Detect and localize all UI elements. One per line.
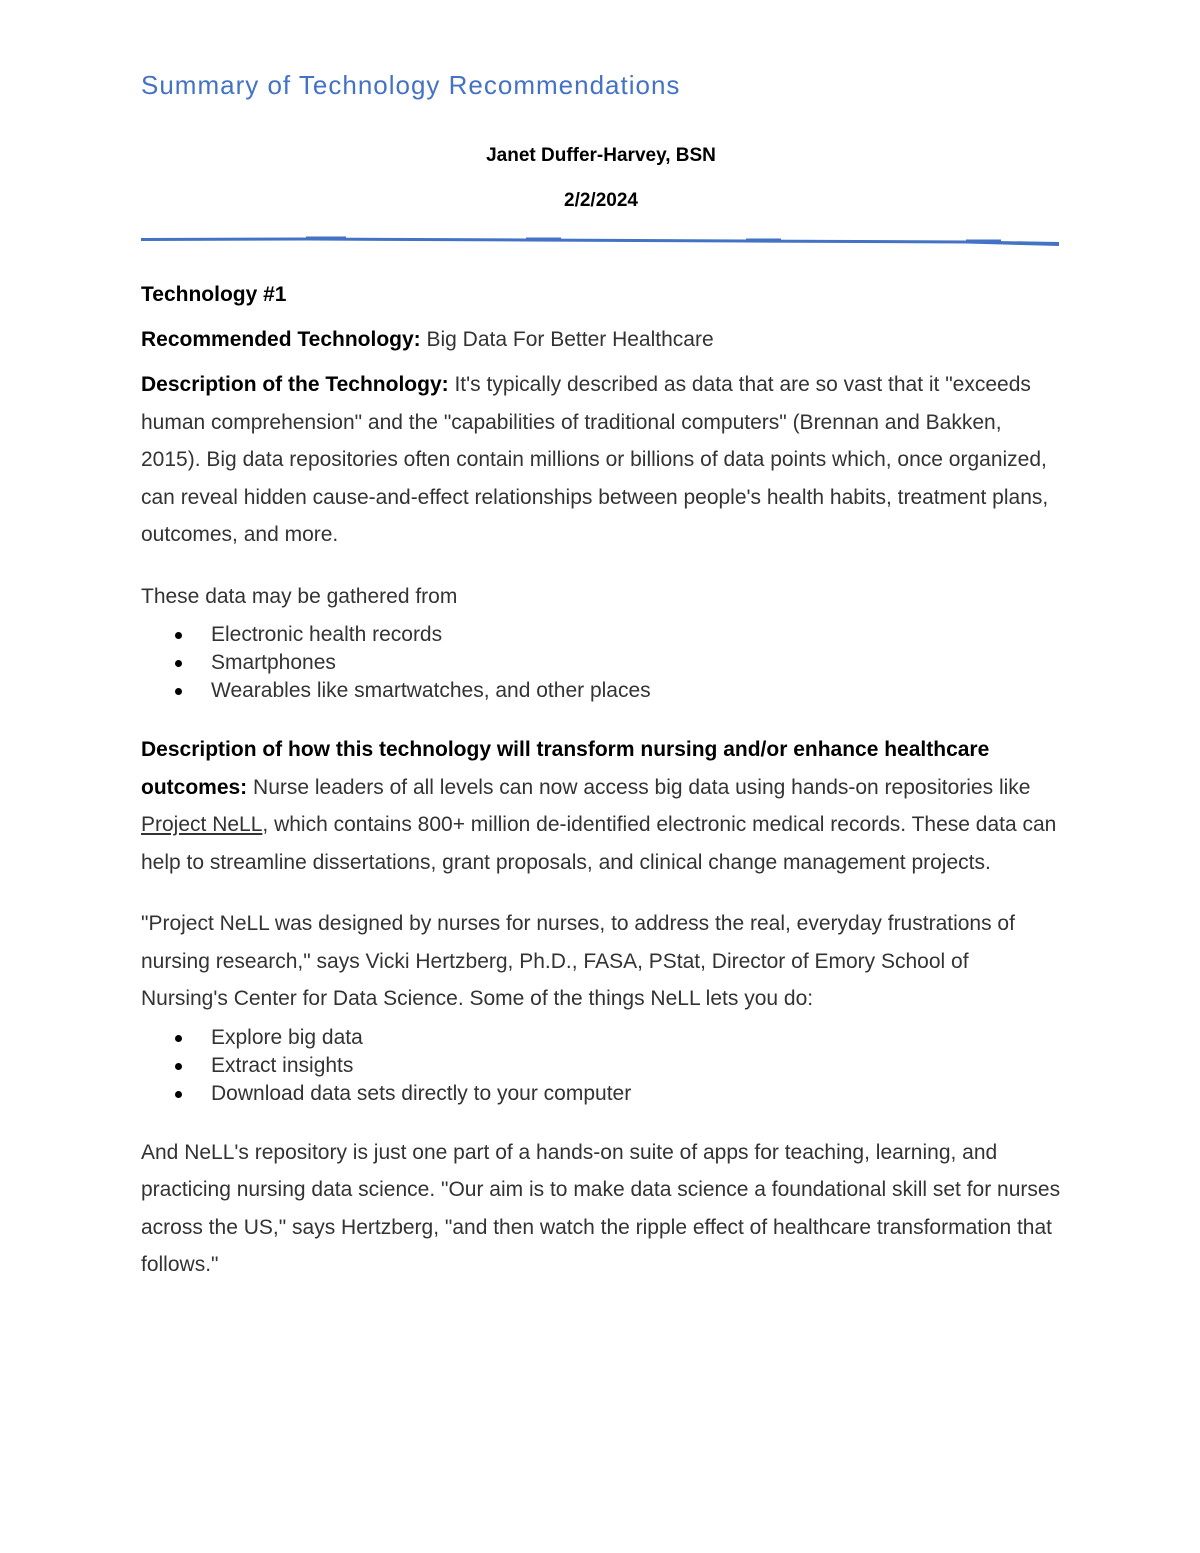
- transform-label: Description of how this technology will transform nursing and/or enhance healthcare outcomes:: [141, 738, 990, 799]
- list-item: Wearables like smartwatches, and other places: [141, 677, 1061, 705]
- document-body: [141, 276, 1061, 1284]
- closing-paragraph: And NeLL's repository is just one part of a hands-on suite of apps for teaching, learning, and practicing nursing data science. "Our aim is to make data science a foundational skill set for nurses across the US," says Hertzberg, "and then watch the ripple effect of healthcare transformation that follows.": [141, 1140, 1061, 1276]
- technology-heading: Technology #1: [141, 283, 287, 306]
- transform-text-continued: , which contains 800+ million de-identified electronic medical records. These data can help to streamline dissertations, grant proposals, and clinical change management projects.: [141, 813, 1057, 874]
- transform-text: Nurse leaders of all levels can now access big data using hands-on repositories like: [253, 775, 1031, 799]
- title-divider: [141, 232, 1061, 252]
- technology-description: [141, 366, 1061, 554]
- data-sources-list: [141, 621, 1061, 705]
- list-item: Electronic health records: [141, 621, 1061, 649]
- quote-paragraph: "Project NeLL was designed by nurses for nurses, to address the real, everyday frustrations of nursing research," says Vicki Hertzberg, Ph.D., FASA, PStat, Director of Emory School of Nursing's Center for Data Science. Some of the things NeLL lets you do:: [141, 912, 1015, 1010]
- gathered-intro: These data may be gathered from: [141, 584, 458, 608]
- nell-features-list: [141, 1024, 1061, 1108]
- description-text: It's typically described as data that are so vast that it "exceeds human comprehension" and the "capabilities of traditional computers" (Brennan and Bakken, 2015). Big data repositories often contain millions or billions of data points which, once organized, can reveal hidden cause-and-effect relationships between people's health habits, treatment plans, outcomes, and more.: [141, 373, 1049, 546]
- recommended-technology: [141, 321, 1061, 359]
- transform-description: [141, 731, 1061, 881]
- list-item: Download data sets directly to your computer: [141, 1080, 1061, 1108]
- document-title: Summary of Technology Recommendations: [141, 70, 681, 100]
- list-item: Extract insights: [141, 1052, 1061, 1080]
- author-name: Janet Duffer-Harvey, BSN: [486, 145, 716, 166]
- project-nell-link[interactable]: Project NeLL: [141, 813, 263, 836]
- recommended-label: Recommended Technology:: [141, 327, 421, 351]
- description-label: Description of the Technology:: [141, 373, 449, 396]
- list-item: Explore big data: [141, 1024, 1061, 1052]
- list-item: Smartphones: [141, 649, 1061, 677]
- document-date: 2/2/2024: [564, 190, 638, 211]
- recommended-value: Big Data For Better Healthcare: [426, 327, 714, 351]
